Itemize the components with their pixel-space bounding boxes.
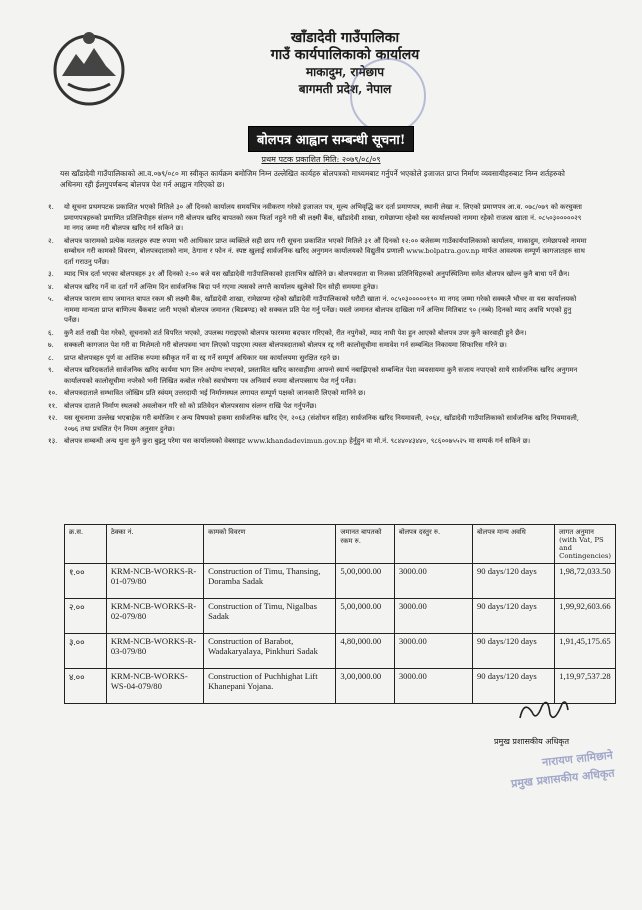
cell-bid-security: 4,80,000.00 — [336, 634, 394, 669]
cell-sn: ३.०० — [65, 634, 107, 669]
condition-number: २. — [48, 236, 54, 245]
condition-text: बोलपत्र फाराम साथ जमानत बापत रकम श्री लक्ष्मी बैंक, खाँडादेवी शाखा, रामेछाप्मा रहेको खाँडादेवी गाउँपालिकाको धरौटी खाता नं. ०८५०३०००००१९० मा नगद जम्मा गरेको सक्कलै भौचर वा यस कार्यालयको नाममा मान्यता प्राप्त बाणिज्य बैंकबाट जारी भएको बोलपत्र जमानत (बिडबण्ड) को सक्कल प्रति पेश गर्नु पर्नेछ। यस्तो जमानत बोलपत्र दाखिला गर्ने अन्तिम मितिबाट ९० (नब्बे) दिनको म्याद अवधि भएको हुनु पर्नेछ। — [64, 295, 577, 324]
condition-number: १३. — [48, 437, 58, 445]
condition-item — [48, 388, 588, 399]
condition-text: बोलपत्र दाताले निर्माण स्थलको अवलोकन गरि सो को प्रतिवेदन बोलपत्रसाथ संलग्न राखि पेश गर्नुपर्नेछ। — [64, 401, 317, 410]
col-header-validity: बोलपत्र मान्य अवधि — [472, 525, 554, 564]
table-row — [65, 599, 616, 634]
condition-number: ५. — [48, 295, 54, 303]
condition-item — [48, 294, 588, 326]
condition-number: ११. — [48, 401, 58, 410]
nepal-emblem-icon — [48, 26, 130, 108]
table-header-row — [65, 525, 616, 564]
condition-item — [48, 282, 588, 293]
stamp-officer-name: नारायण लामिछाने — [541, 748, 614, 769]
condition-item — [48, 328, 588, 339]
condition-text: म्याद भित्र दर्ता भएका बोलपत्रहरु ३१ औं दिनको २:०० बजे यस खाँडादेवी गाउँपालिकाको हाताभित्र खोलिने छ। बोलपत्रदाता वा निजका प्रतिनिधिहरुको अनुपस्थितिमा समेत बोलपत्र खोल्न कुनै बाधा पर्ने छैन। — [64, 270, 570, 278]
condition-number: ७. — [48, 341, 54, 349]
condition-text: कुनै शर्त राखी पेश गरेको, सूचनाको शर्त विपरित भएको, उपलब्ध गराइएको बोलपत्र फारममा बदफार गरिएको, रीत नपुगेको, म्याद नाघी पेश हुन आएको बोलपत्र उपर कुनै कारवाही हुने छैन। — [64, 328, 527, 337]
cell-sn: २.०० — [65, 599, 107, 634]
cell-validity: 90 days/120 days — [472, 634, 554, 669]
condition-item — [48, 340, 588, 351]
cell-contract-no: KRM-NCB-WORKS-WS-04-079/80 — [106, 669, 203, 704]
condition-item — [48, 436, 588, 447]
signature-icon — [514, 694, 574, 730]
office-name: गाउँ कार्यपालिकाको कार्यालय — [270, 47, 420, 63]
cell-description: Construction of Timu, Thansing, Doramba Sadak — [204, 564, 336, 599]
cell-description: Construction of Puchhighat Lift Khanepani Yojana. — [204, 669, 336, 704]
condition-number: १२. — [48, 414, 58, 422]
col-header-contract-no: ठेक्का नं. — [106, 525, 203, 564]
condition-text: बोलपत्र फारामको प्रत्येक मतलहरु स्पष्ट रुपमा भरी आधिकार प्राप्त व्यक्तिले सही छाप गरी सूचना प्रकाशित भएको मितिले ३१ औं दिनको १२:०० बजेसम्म गाउँकार्यपालिकाको कार्यालय, माकादुम, रामेछापको नाममा सम्बोधन गरी कामको विवरण, बोलपत्रदाताको नाम, ठेगाना र फोन नं. स्पष्ट खुलाई सार्वजनिक खरिद अनुगमन कार्यालयको विद्युतीय प्रणाली www.bolpatra.gov.np मार्फत आवश्यक सम्पूर्ण कागजातहरु साथ दर्ता गराउनु पर्नेछ। — [64, 236, 587, 266]
col-header-bid-security: जमानत बापतको रकम रु. — [336, 525, 394, 564]
officer-stamp — [508, 747, 615, 794]
condition-item — [48, 202, 588, 234]
municipality-name: खाँडादेवी गाउँपालिका — [290, 30, 400, 46]
condition-item — [48, 413, 588, 434]
cell-fee: 3000.00 — [394, 634, 472, 669]
table-row — [65, 564, 616, 599]
province-name: बागमती प्रदेश, नेपाल — [298, 82, 392, 96]
stamp-officer-title: प्रमुख प्रशासकीय अधिकृत — [510, 766, 616, 791]
cell-contract-no: KRM-NCB-WORKS-R-01-079/80 — [106, 564, 203, 599]
office-stamp-mark — [350, 58, 426, 134]
office-address: माकादुम, रामेछाप — [305, 65, 385, 79]
cell-validity: 90 days/120 days — [472, 599, 554, 634]
condition-number: १. — [48, 203, 54, 211]
cell-description: Construction of Barabot, Wadakaryalaya, Pinkhuri Sadak — [204, 634, 336, 669]
condition-item — [48, 365, 588, 386]
condition-text: सक्कली कागजात पेश गरी वा मिलेमतो गरी बोलपत्रमा भाग लिएको पाइएमा त्यस्ता बोलपत्रदाताको बोलपत्र रद्द गरी कालोसूचीमा समावेश गर्न सम्बन्धित निकायमा सिफारिस गरिने छ। — [64, 341, 507, 349]
cell-cost-estimate: 1,19,97,537.28 — [555, 669, 616, 704]
cell-fee: 3000.00 — [394, 599, 472, 634]
col-header-sn: क्र.स. — [65, 525, 107, 564]
condition-number: ९. — [48, 366, 54, 374]
table-row — [65, 634, 616, 669]
condition-number: ३. — [48, 270, 54, 278]
cell-fee: 3000.00 — [394, 669, 472, 704]
condition-item — [48, 269, 588, 280]
cell-sn: १.०० — [65, 564, 107, 599]
cell-cost-estimate: 1,91,45,175.65 — [555, 634, 616, 669]
cell-sn: ४.०० — [65, 669, 107, 704]
bids-table — [64, 524, 616, 704]
col-header-description: कामको विवरण — [204, 525, 336, 564]
condition-item — [48, 401, 588, 412]
cell-bid-security: 5,00,000.00 — [336, 599, 394, 634]
cell-fee: 3000.00 — [394, 564, 472, 599]
condition-text: बोलपत्र खरिदकर्ताले सार्वजनिक खरिद कार्यमा भाग लिन अयोग्य नभएको, प्रस्तावित खरिद कारवाहीमा आफ्नो स्वार्थ नबाझिएको सम्बन्धित पेशा व्यवसायमा कुनै सजाय नपाएको साथै सार्वजनिक खरिद अनुगमन कार्यालयको कालोसूचीमा नपरेको भनी लिखित कबोल गरेको स्वःघोषणा पत्र अनिवार्य रुपमा बोलपत्रसाथ पेश गर्नु पर्नेछ। — [64, 366, 578, 385]
cell-validity: 90 days/120 days — [472, 564, 554, 599]
condition-number: ८. — [48, 353, 54, 362]
signatory-title: प्रमुख प्रशासकीय अधिकृत — [494, 737, 570, 746]
condition-text: यस सूचनामा उल्लेख भएबाहेक गरी बमोजिम र अन्य विषयको हकमा सार्वजनिक खरिद ऐन, २०६३ (संशोधन सहित) सार्वजनिक खरिद नियमावली, २०६४, खाँडादेवी गाउँपालिकाको सार्वजनिक खरिद नियमावली, २०७६ तथा प्रचलित ऐन नियम अनुसार हुनेछ। — [64, 414, 579, 433]
office-header — [230, 30, 460, 98]
cell-cost-estimate: 1,99,92,603.66 — [555, 599, 616, 634]
condition-number: ४. — [48, 282, 54, 291]
publish-date: प्रथम पटक प्रकाशित मिति: २०७९/०८/०९ — [261, 155, 381, 164]
condition-item — [48, 353, 588, 364]
condition-text: बोलपत्र खरिद गर्ने वा दर्ता गर्ने अन्तिम दिन सार्वजनिक बिदा पर्न गएमा त्यसको लगत्तै कार्यालय खुलेको दिन सोही समयमा हुनेछ। — [64, 282, 378, 291]
cell-cost-estimate: 1,98,72,033.50 — [555, 564, 616, 599]
condition-number: १०. — [48, 389, 58, 397]
cell-validity: 90 days/120 days — [472, 669, 554, 704]
col-header-cost-estimate: लागत अनुमान (with Vat, PS and Contingencies) — [555, 525, 616, 564]
notice-title: बोलपत्र आह्वान सम्बन्धी सूचना! — [248, 126, 414, 152]
cell-bid-security: 5,00,000.00 — [336, 564, 394, 599]
condition-text: प्राप्त बोलपत्रहरु पूर्ण वा आंशिक रुपमा स्वीकृत गर्ने वा रद्द गर्ने सम्पूर्ण अधिकार यस कार्यालयमा सुरक्षित रहने छ। — [64, 353, 340, 362]
cell-bid-security: 3,00,000.00 — [336, 669, 394, 704]
cell-contract-no: KRM-NCB-WORKS-R-02-079/80 — [106, 599, 203, 634]
cell-description: Construction of Timu, Nigalbas Sadak — [204, 599, 336, 634]
condition-number: ६. — [48, 328, 54, 337]
col-header-fee: बोलपत्र दस्तुर रु. — [394, 525, 472, 564]
condition-text: बोलपत्रदाताले सम्भावित जोखिम प्रति स्वंयम् उत्तरदायी भई निर्माणस्थल लगायत सम्पूर्ण पक्षको जानकारी लिएको मानिने छ। — [64, 389, 366, 397]
cell-contract-no: KRM-NCB-WORKS-R-03-079/80 — [106, 634, 203, 669]
condition-text: बोलपत्र सम्बन्धी अन्य थुना कुनै कुरा बुझ्नु परेमा यस कार्यालयको वेबसाइट www.khandadevimun.gov.np हेर्नुहुन वा मो.नं. ९८४४०४३४४०, ९८६००७५५२५ मा सम्पर्क गर्न सकिने छ। — [64, 437, 531, 445]
condition-item — [48, 236, 588, 268]
intro-paragraph: यस खाँडादेवी गाउँपालिकाको आ.व.०७९/०८० मा स्वीकृत कार्यक्रम बमोजिम निम्न उल्लेखित कार्यहरु बोलपत्रको माध्यमबाट गर्नुपर्ने भएकोले इजाजत प्राप्त निर्माण व्यवसायीहरुबाट निम्न शर्तहरुको अधिनमा रही ईलगुपर्णबन्द बोलपत्र पेश गर्न आह्वान गरिएको छ। — [60, 169, 565, 189]
condition-text: यो सूचना प्रथमपटक प्रकाशित भएको मितिले ३० औं दिनको कार्यालय समयभित्र नवीकरण गरेको इजाजत पत्र, मूल्य अभिवृद्धि कर दर्ता प्रमाणपत्र, स्थानी लेखा न. लिएको प्रमाणपत्र आ.व. ०७८/०७९ को करचुक्ता प्रमाणपत्रहरुको प्रमाणित प्रतिलिपीहरु संलग्न गरी बोलपत्र खरिद बापतको रकम फिर्ता नहुने गरी श्री लक्ष्मी बैंक, खाँडादेवी शाखा, रामेछाप्मा रहेको यस कार्यालयको नाममा रहेको राजश्व खाता नं. ०८५०३०००००२९ मा नगद जम्मा गरी बोलपत्र खरिद गर्न सकिने छ। — [64, 203, 582, 232]
conditions-list — [48, 202, 588, 449]
